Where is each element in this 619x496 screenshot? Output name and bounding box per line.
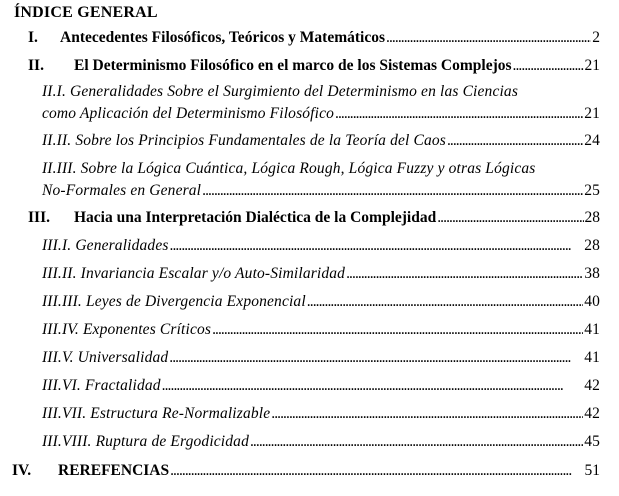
toc-page-number: 41 [584, 349, 600, 366]
toc-page-number: 25 [584, 182, 600, 199]
toc-entry-iii-v[interactable] [42, 347, 600, 369]
toc-entry-number: II. [28, 57, 44, 74]
dot-leader [202, 180, 583, 202]
toc-page-number: 40 [584, 293, 600, 310]
toc-entry-ii-i[interactable] [42, 81, 600, 125]
toc-entry-label: El Determinismo Filosófico en el marco de los Sistemas Complejos [74, 57, 512, 74]
toc-entry-label-line1: II.III. Sobre la Lógica Cuántica, Lógica Rough, Lógica Fuzzy y otras Lógicas [42, 160, 536, 177]
toc-page-number: 21 [584, 105, 600, 122]
toc-page-number: 51 [584, 462, 600, 479]
dot-leader [162, 375, 584, 397]
toc-entry-iii-i[interactable] [42, 235, 600, 257]
toc-page-number: 28 [584, 209, 600, 226]
toc-entry-label: REREFENCIAS [58, 462, 170, 479]
dot-leader [437, 207, 583, 229]
toc-page-number: 24 [584, 132, 600, 149]
toc-page-number: 21 [584, 57, 600, 74]
dot-leader [169, 347, 583, 369]
toc-entry-label: III.VI. Fractalidad [42, 377, 161, 394]
toc-entry-label: II.II. Sobre los Principios Fundamentales de la Teoría del Caos [42, 132, 446, 149]
dot-leader [346, 263, 583, 285]
toc-entry-iii-iv[interactable] [42, 319, 600, 341]
toc-entry-label: III.VII. Estructura Re-Normalizable [42, 405, 271, 422]
dot-leader [170, 460, 583, 482]
toc-entry-label: III.I. Generalidades [42, 237, 169, 254]
toc-page-number: 38 [584, 265, 600, 282]
toc-entry-label-line2: No-Formales en General [42, 182, 202, 199]
toc-entry-ii-ii[interactable] [42, 130, 600, 152]
toc-entry-iv[interactable] [12, 460, 600, 482]
toc-entry-label: Antecedentes Filosóficos, Teóricos y Matemáticos [60, 29, 386, 46]
toc-entry-number: I. [28, 29, 38, 46]
toc-entry-ii-iii[interactable] [42, 158, 600, 202]
toc-entry-number: IV. [12, 462, 32, 479]
toc-page-number: 42 [584, 377, 600, 394]
toc-entry-label: III.VIII. Ruptura de Ergodicidad [42, 433, 249, 450]
dot-leader [271, 403, 583, 425]
toc-page-number: 28 [584, 237, 600, 254]
dot-leader [335, 103, 583, 125]
toc-page-number: 42 [584, 405, 600, 422]
toc-entry-iii[interactable] [28, 207, 600, 229]
toc-entry-iii-viii[interactable] [42, 431, 600, 453]
toc-entry-ii[interactable] [28, 55, 600, 77]
toc-entry-label-line1: II.I. Generalidades Sobre el Surgimiento del Determinismo en las Ciencias [42, 83, 519, 100]
toc-entry-label: III.III. Leyes de Divergencia Exponencial [42, 293, 306, 310]
toc-page-number: 41 [584, 321, 600, 338]
toc-page-number: 2 [592, 29, 600, 46]
dot-leader [250, 431, 583, 453]
dot-leader [212, 319, 583, 341]
toc-entry-i[interactable] [28, 27, 600, 49]
toc-entry-label: III.IV. Exponentes Críticos [42, 321, 212, 338]
toc-entry-label: III.V. Universalidad [42, 349, 169, 366]
toc-entry-label: III.II. Invariancia Escalar y/o Auto-Similaridad [42, 265, 346, 282]
dot-leader [447, 130, 583, 152]
toc-entry-label: Hacia una Interpretación Dialéctica de la Complejidad [74, 209, 437, 226]
dot-leader [170, 235, 584, 257]
dot-leader [513, 55, 584, 77]
toc-entry-number: III. [28, 209, 50, 226]
toc-entry-label-line2: como Aplicación del Determinismo Filosófico [42, 105, 335, 122]
dot-leader [307, 291, 583, 313]
dot-leader [386, 27, 591, 49]
toc-page-number: 45 [584, 433, 600, 450]
toc-entry-iii-ii[interactable] [42, 263, 600, 285]
toc-title: ÍNDICE GENERAL [14, 4, 158, 21]
toc-entry-iii-iii[interactable] [42, 291, 600, 313]
toc-entry-iii-vii[interactable] [42, 403, 600, 425]
toc-entry-iii-vi[interactable] [42, 375, 600, 397]
